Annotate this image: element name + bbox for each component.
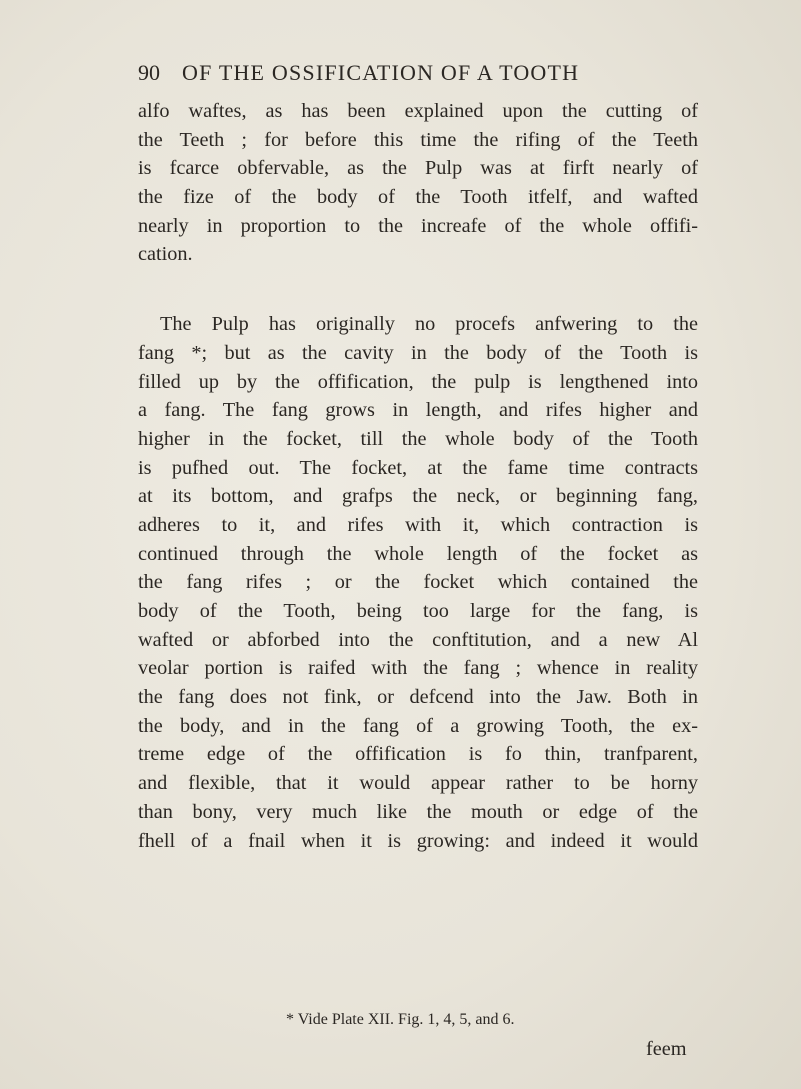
text-line: the fang rifes ; or the focket which contained the xyxy=(138,571,698,594)
text-line: wafted or abforbed into the conftitution, and a new Al xyxy=(138,628,698,651)
text-line: and flexible, that it would appear rather to be horny xyxy=(138,772,698,795)
text-line: a fang. The fang grows in length, and rifes higher and xyxy=(138,399,698,422)
text-line: higher in the focket, till the whole body of the Tooth xyxy=(138,427,698,450)
text-line: treme edge of the offification is fo thin, tranfparent, xyxy=(138,743,698,766)
text-line: fhell of a fnail when it is growing: and indeed it would xyxy=(138,829,698,852)
text-line: is fcarce obfervable, as the Pulp was at firft nearly of xyxy=(138,157,698,180)
text-line: filled up by the offification, the pulp is lengthened into xyxy=(138,370,698,393)
text-line: nearly in proportion to the increafe of the whole offifi- xyxy=(138,214,698,237)
body-text xyxy=(138,97,698,855)
text-line: is pufhed out. The focket, at the fame time contracts xyxy=(138,456,698,479)
paragraph-2 xyxy=(138,310,698,855)
text-line: at its bottom, and grafps the neck, or beginning fang, xyxy=(138,485,698,508)
running-head: OF THE OSSIFICATION OF A TOOTH xyxy=(182,60,580,85)
text-line: the body, and in the fang of a growing Tooth, the ex- xyxy=(138,714,698,737)
text-line: continued through the whole length of the focket as xyxy=(138,542,698,565)
page-header xyxy=(138,60,698,90)
text-line: adheres to it, and rifes with it, which contraction is xyxy=(138,513,698,536)
text-line: alfo waftes, as has been explained upon the cutting of xyxy=(138,100,698,122)
catchword: feem xyxy=(646,1038,687,1060)
page-number: 90 xyxy=(138,60,160,85)
text-line: cation. xyxy=(138,243,193,266)
text-line: the fang does not fink, or defcend into the Jaw. Both in xyxy=(138,686,698,709)
text-line: the Teeth ; for before this time the rifing of the Teeth xyxy=(138,128,698,151)
footnote: * Vide Plate XII. Fig. 1, 4, 5, and 6. xyxy=(286,1011,515,1028)
paragraph-gap xyxy=(138,269,698,310)
paragraph-1 xyxy=(138,97,698,269)
text-line: The Pulp has originally no procefs anfwering to the xyxy=(160,313,698,336)
text-line: than bony, very much like the mouth or edge of the xyxy=(138,800,698,823)
text-line: fang *; but as the cavity in the body of the Tooth is xyxy=(138,341,698,364)
text-line: veolar portion is raifed with the fang ; whence in reality xyxy=(138,657,698,680)
text-line: body of the Tooth, being too large for the fang, is xyxy=(138,600,698,622)
text-line: the fize of the body of the Tooth itfelf, and wafted xyxy=(138,186,698,209)
